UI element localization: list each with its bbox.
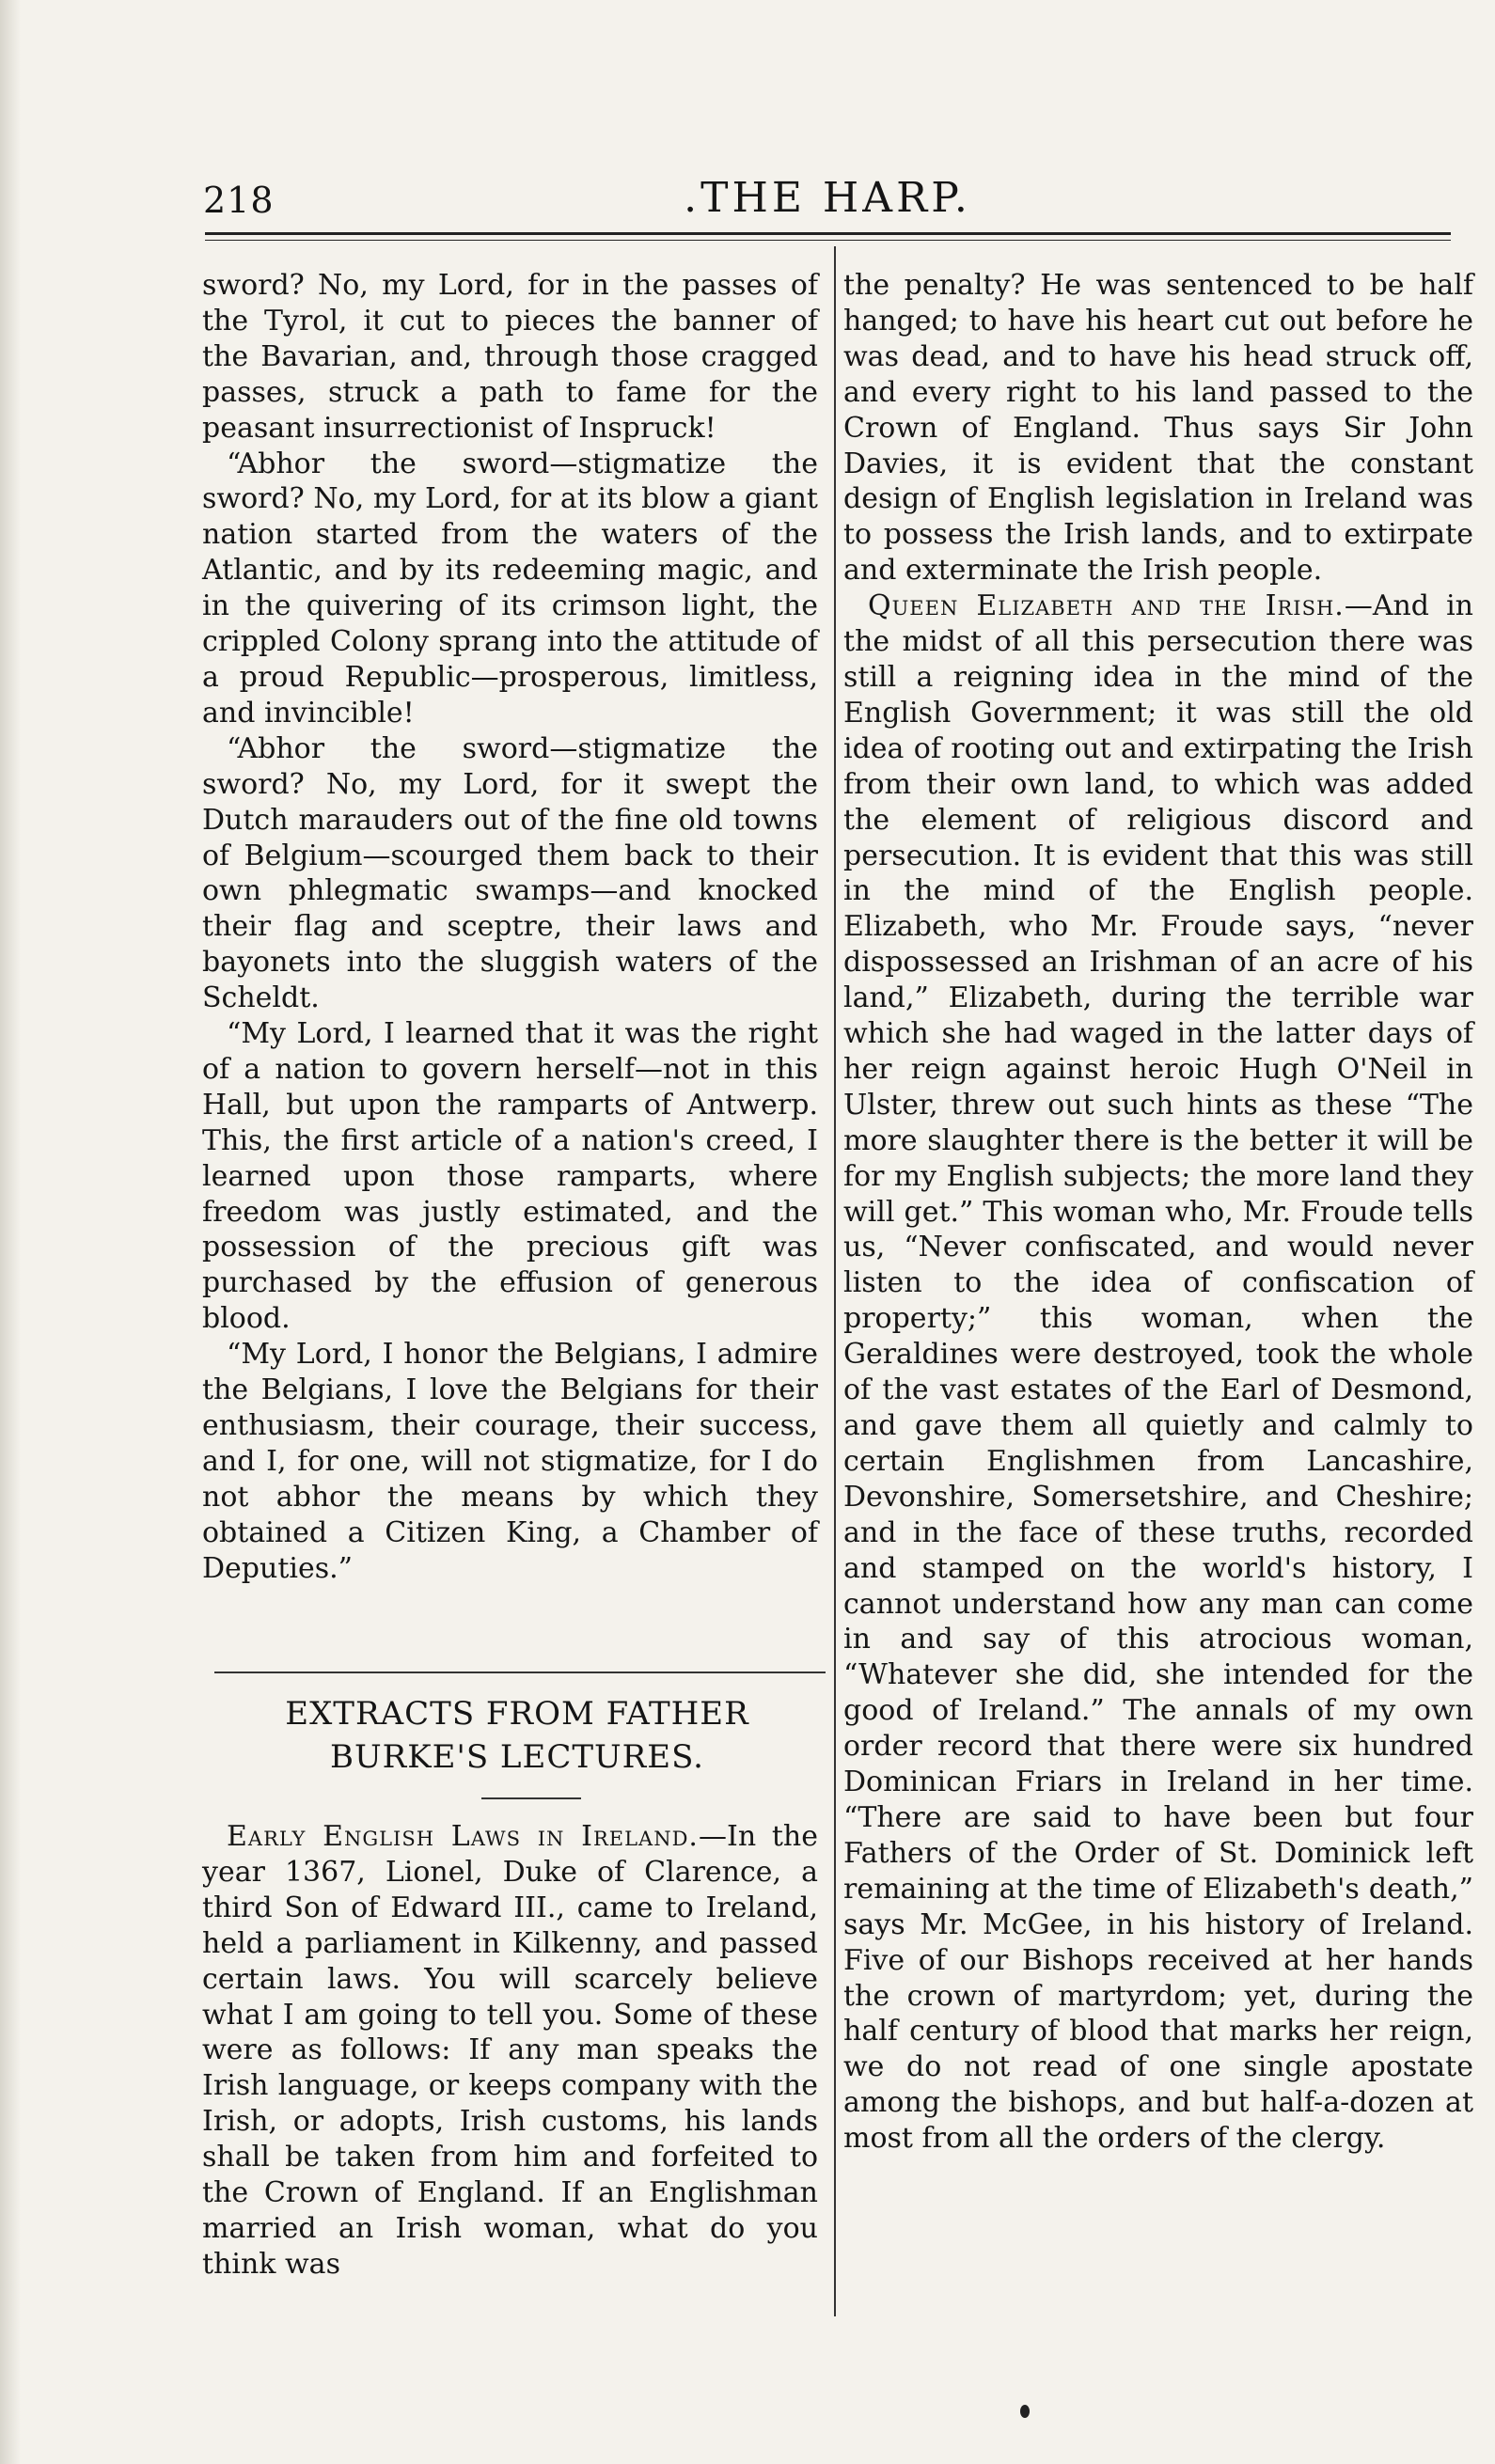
lecture-paragraph bbox=[202, 1819, 818, 2283]
left-paragraph: “My Lord, I honor the Belgians, I admire the Belgians, I love the Belgians for their enthusiasm, their courage, their success, and I, for one, will not stigmatize, for I do not abhor the means by which they obtained a Citizen King, a Chamber of Deputies.” bbox=[202, 1338, 818, 1585]
page-number: 218 bbox=[203, 180, 275, 221]
lecture-heading: Early English Laws in Ireland. bbox=[227, 1820, 699, 1853]
section-title-line: EXTRACTS FROM FATHER bbox=[285, 1695, 749, 1733]
queen-text: —And in the midst of all this persecution there was still a reigning idea in the mind of the English Government; it was still the old idea of rooting out and extirpating the Irish from their own land, to which was added the element of religious discord and persecution. It is evident that this was still in the mind of the English people. Elizabeth, who Mr. Froude says, “never dispossessed an Irishman of an acre of his land,” Elizabeth, during the terrible war which she had waged in the latter days of her reign against heroic Hugh O'Neil in Ulster, threw out such hints as these “The more slaughter there is the better it will be for my English subjects; the more land they will get.” This woman who, Mr. Froude tells us, “Never confiscated, and would never listen to the idea of confiscation of property;” this woman, when the Geraldines were destroyed, took the whole of the vast estates of the Earl of Desmond, and gave them all quietly and calmly to certain Englishmen from Lancashire, Devonshire, Somersetshire, and Cheshire; and in the face of these truths, recorded and stamped on the world's history, I cannot understand how any man can come in and say of this atrocious woman, “Whatever she did, she intended for the good of Ireland.” The annals of my own order record that there were six hundred Dominican Friars in Ireland in her time. “There are said to have been but four Fathers of the Order of St. Dominick left remaining at the time of Elizabeth's death,” says Mr. McGee, in his history of Ireland. Five of our Bishops received at her hands the crown of martyrdom; yet, during the half century of blood that marks her reign, we do not read of one single apostate among the bishops, and but half-a-dozen at most from all the orders of the clergy. bbox=[843, 589, 1473, 2156]
title-underline bbox=[481, 1797, 581, 1799]
left-paragraph: “My Lord, I learned that it was the right of a nation to govern herself—not in this Hall, but upon the ramparts of Antwerp. This, the first article of a nation's creed, I learned upon those ramparts, where freedom was justly estimated, and the possession of the precious gift was purchased by the effusion of generous blood. bbox=[202, 1017, 818, 1336]
journal-title: .THE HARP. bbox=[684, 174, 971, 222]
running-head bbox=[197, 174, 1457, 230]
section-title-line: BURKE'S LECTURES. bbox=[330, 1738, 704, 1776]
right-paragraph: the penalty? He was sentenced to be half hanged; to have his heart cut out before he was dead, and to have his head struck off, and every right to his land passed to the Crown of England. Thus says Sir John Davies, it is evident that the constant design of English legislation in Ireland was to possess the Irish lands, and to extirpate and exterminate the Irish people. bbox=[843, 269, 1473, 588]
section-title bbox=[202, 1692, 832, 1779]
header-rule-thick bbox=[205, 232, 1451, 235]
left-paragraph: sword? No, my Lord, for in the passes of the Tyrol, it cut to pieces the banner of the Bavarian, and, through those cragged passes, struck a path to fame for the peasant insurrectionist of Inspruck! bbox=[202, 269, 818, 445]
right-paragraph bbox=[843, 589, 1473, 2157]
left-column bbox=[202, 268, 818, 1587]
left-column-lower bbox=[202, 1819, 818, 2283]
lecture-text: —In the year 1367, Lionel, Duke of Clarence, a third Son of Edward III., came to Ireland, held a parliament in Kilkenny, and passed certain laws. You will scarcely believe what I am going to tell you. Some of these were as follows: If any man speaks the Irish language, or keeps company with the Irish, or adopts, Irish customs, his lands shall be taken from him and forfeited to the Crown of England. If an Englishman married an Irish woman, what do you think was bbox=[202, 1820, 818, 2281]
left-paragraph: “Abhor the sword—stigmatize the sword? No, my Lord, for at its blow a giant nation started from the waters of the Atlantic, and by its redeeming magic, and in the quivering of its crimson light, the crippled Colony sprang into the attitude of a proud Republic—prosperous, limitless, and invincible! bbox=[202, 447, 818, 730]
left-paragraph: “Abhor the sword—stigmatize the sword? No, my Lord, for it swept the Dutch marauders out of the fine old towns of Belgium—scourged them back to their own phlegmatic swamps—and knocked their flag and sceptre, their laws and bayonets into the sluggish waters of the Scheldt. bbox=[202, 731, 818, 1015]
queen-heading: Queen Elizabeth and the Irish. bbox=[868, 589, 1345, 623]
scanned-edge bbox=[0, 0, 21, 2464]
header-rule-thin bbox=[205, 240, 1451, 241]
right-column bbox=[843, 268, 1473, 2157]
ink-spot bbox=[1020, 2405, 1030, 2418]
section-divider bbox=[214, 1671, 826, 1673]
column-divider bbox=[834, 246, 836, 2316]
